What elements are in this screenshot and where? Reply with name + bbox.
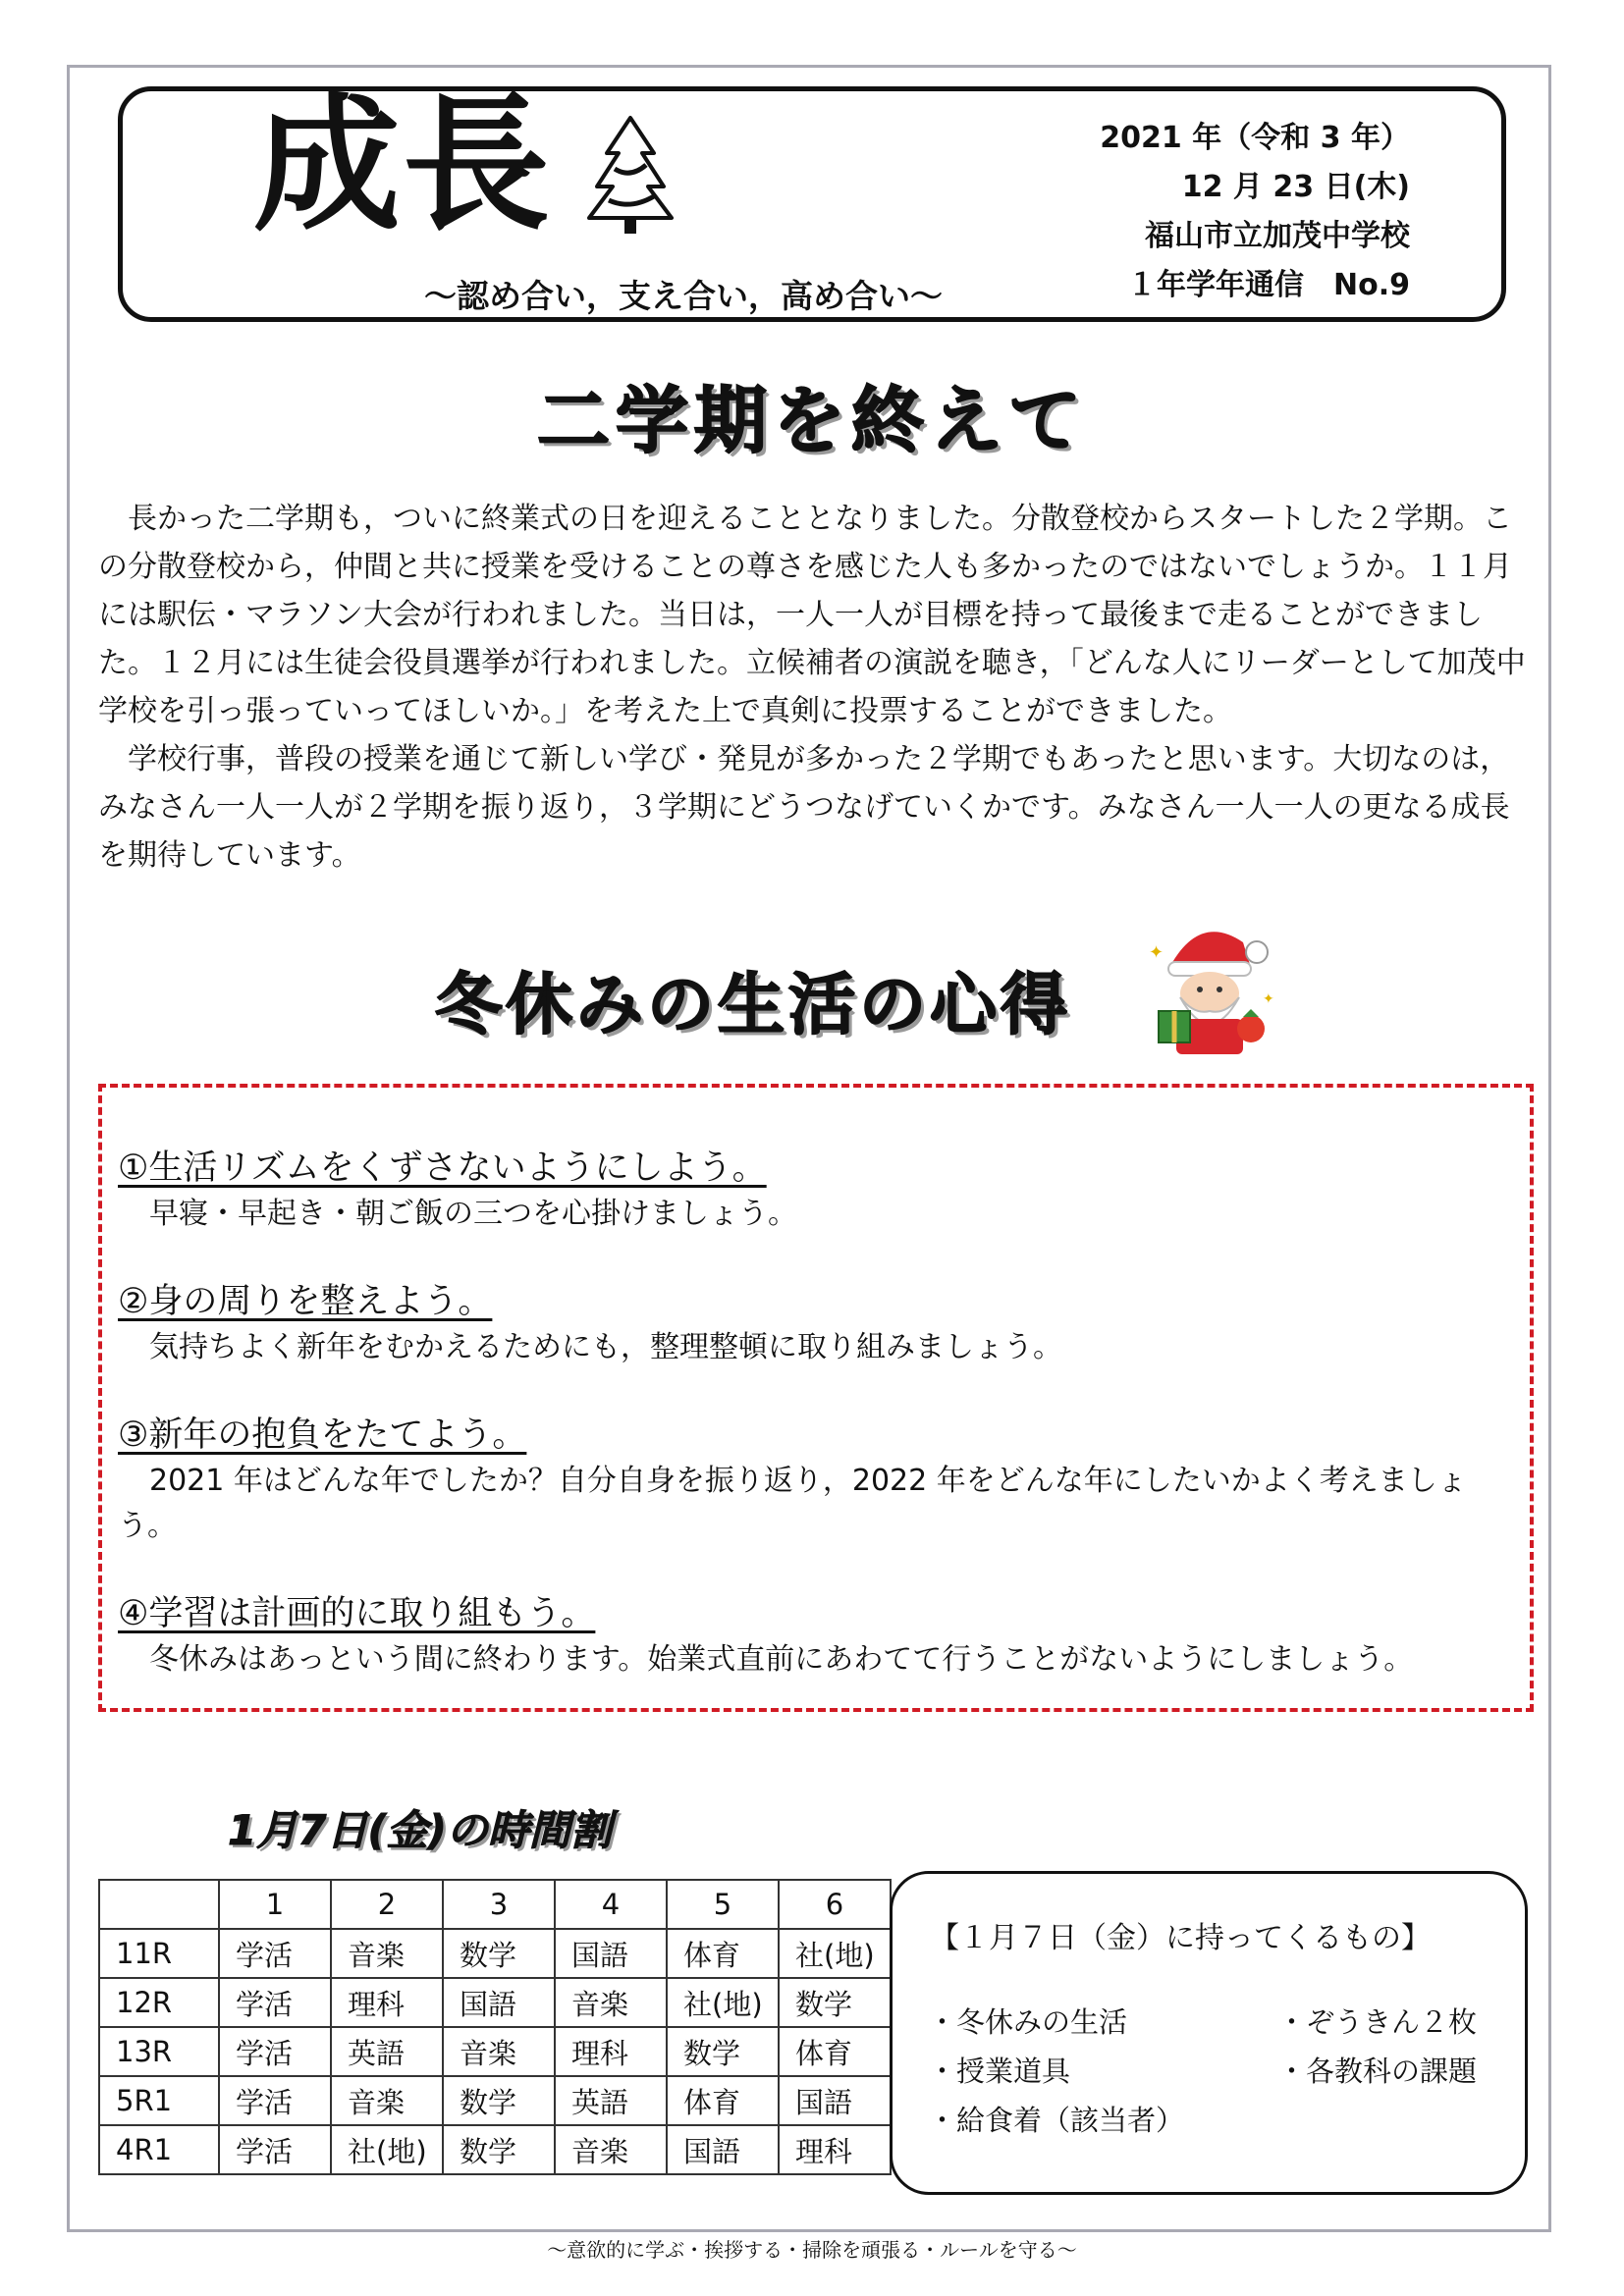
subject-cell: 国語 <box>555 1929 667 1978</box>
subject-cell: 学活 <box>219 1929 331 1978</box>
list-item: ・ ぞうきん２枚 <box>1277 1998 1477 2047</box>
subject-cell: 数学 <box>779 1978 891 2027</box>
section-title-winter-rules: 冬休みの生活の心得 <box>434 967 1071 1044</box>
subject-cell: 音楽 <box>443 2027 555 2076</box>
table-row <box>99 1929 891 1978</box>
list-item: ・ 給食着（該当者） <box>928 2096 1184 2145</box>
tip-heading: ②身の周りを整えよう。 <box>118 1282 493 1321</box>
tip-body: 2021 年はどんな年でしたか？自分自身を振り返り，2022 年をどんな年にしたいかよく考えましょう。 <box>118 1464 1467 1543</box>
tip-item <box>118 1141 1512 1237</box>
subject-cell: 社(地) <box>667 1978 779 2027</box>
class-cell: 4R1 <box>99 2125 219 2174</box>
subject-cell: 体育 <box>779 2027 891 2076</box>
items-to-bring-title: 【１月７日（金）に持ってくるもの】 <box>930 1921 1431 1955</box>
subject-cell: 学活 <box>219 2125 331 2174</box>
tip-item <box>118 1274 1512 1370</box>
newsletter-title: 成長 <box>253 80 553 251</box>
table-row <box>99 2076 891 2125</box>
header-cell: 4 <box>555 1880 667 1929</box>
subject-cell: 数学 <box>443 2076 555 2125</box>
newsletter-number: １年学年通信 No.9 <box>1127 268 1410 302</box>
subject-cell: 数学 <box>667 2027 779 2076</box>
header-cell: 6 <box>779 1880 891 1929</box>
table-row <box>99 2027 891 2076</box>
header-info <box>1100 114 1410 310</box>
list-item: ・ 冬休みの生活 <box>928 1998 1184 2047</box>
class-cell: 5R1 <box>99 2076 219 2125</box>
table-row <box>99 1978 891 2027</box>
header-cell: 1 <box>219 1880 331 1929</box>
list-item: ・ 各教科の課題 <box>1277 2047 1477 2096</box>
tip-item <box>118 1586 1512 1682</box>
subject-cell: 理科 <box>779 2125 891 2174</box>
table-row <box>99 2125 891 2174</box>
subject-cell: 体育 <box>667 2076 779 2125</box>
section-title-term-end: 二学期を終えて <box>537 379 1087 463</box>
footer-motto: ～意欲的に学ぶ・挨拶する・掃除を頑張る・ルールを守る～ <box>547 2238 1077 2262</box>
tip-body: 気持ちよく新年をむかえるためにも，整理整頓に取り組みましょう。 <box>149 1330 1062 1364</box>
timetable-title: 1月7日(金)の時間割 <box>228 1806 612 1854</box>
timetable-header-row <box>99 1880 891 1929</box>
class-cell: 13R <box>99 2027 219 2076</box>
tip-item <box>118 1408 1512 1549</box>
subject-cell: 理科 <box>331 1978 443 2027</box>
header-cell: 2 <box>331 1880 443 1929</box>
items-to-bring-box <box>890 1871 1528 2195</box>
subject-cell: 音楽 <box>331 1929 443 1978</box>
items-list-right <box>1277 1998 1477 2096</box>
tip-body: 冬休みはあっという間に終わります。始業式直前にあわてて行うことがないようにしましょう。 <box>149 1642 1414 1677</box>
intro-text <box>98 495 1534 880</box>
subject-cell: 国語 <box>779 2076 891 2125</box>
school-name: 福山市立加茂中学校 <box>1145 219 1410 253</box>
subject-cell: 国語 <box>443 1978 555 2027</box>
santa-icon <box>1141 913 1278 1060</box>
slogan: ～認め合い，支え合い，高め合い～ <box>424 277 943 315</box>
timetable <box>98 1879 892 2175</box>
subject-cell: 音楽 <box>331 2076 443 2125</box>
subject-cell: 音楽 <box>555 2125 667 2174</box>
subject-cell: 数学 <box>443 2125 555 2174</box>
class-cell: 12R <box>99 1978 219 2027</box>
tip-body: 早寝・早起き・朝ご飯の三つを心掛けましょう。 <box>149 1197 797 1231</box>
subject-cell: 学活 <box>219 2027 331 2076</box>
subject-cell: 数学 <box>443 1929 555 1978</box>
subject-cell: 社(地) <box>779 1929 891 1978</box>
date-year: 2021 年（令和 3 年） <box>1100 121 1410 155</box>
svg-text:✦: ✦ <box>1149 942 1164 963</box>
winter-tips-box <box>98 1084 1534 1712</box>
subject-cell: 理科 <box>555 2027 667 2076</box>
subject-cell: 学活 <box>219 1978 331 2027</box>
svg-text:✦: ✦ <box>1263 991 1274 1007</box>
tip-heading: ①生活リズムをくずさないようにしよう。 <box>118 1148 767 1188</box>
date-day: 12 月 23 日(木) <box>1181 170 1410 204</box>
subject-cell: 社(地) <box>331 2125 443 2174</box>
header-cell: 5 <box>667 1880 779 1929</box>
subject-cell: 英語 <box>331 2027 443 2076</box>
list-item: ・ 授業道具 <box>928 2047 1184 2096</box>
items-list-left <box>928 1998 1184 2145</box>
class-cell: 11R <box>99 1929 219 1978</box>
subject-cell: 学活 <box>219 2076 331 2125</box>
header-cell <box>99 1880 219 1929</box>
subject-cell: 英語 <box>555 2076 667 2125</box>
subject-cell: 体育 <box>667 1929 779 1978</box>
tip-heading: ③新年の抱負をたてよう。 <box>118 1415 527 1455</box>
subject-cell: 音楽 <box>555 1978 667 2027</box>
tip-heading: ④学習は計画的に取り組もう。 <box>118 1594 596 1633</box>
subject-cell: 国語 <box>667 2125 779 2174</box>
header-cell: 3 <box>443 1880 555 1929</box>
christmas-tree-icon <box>585 114 676 236</box>
intro-paragraph-1: 長かった二学期も，ついに終業式の日を迎えることとなりました。分散登校からスタートした２学期。この分散登校から，仲間と共に授業を受けることの尊さを感じた人も多かったのではないでしょうか。１１月には駅伝・マラソン大会が行われました。当日は，一人一人が目標を持って最後まで走ることができました。１２月には生徒会役員選挙が行われました。立候補者の演説を聴き，「どんな人にリーダーとして加茂中学校を引っ張っていってほしいか。」を考えた上で真剣に投票することができました。 <box>98 502 1526 728</box>
intro-paragraph-2: 学校行事，普段の授業を通じて新しい学び・発見が多かった２学期でもあったと思います。大切なのは，みなさん一人一人が２学期を振り返り，３学期にどうつなげていくかです。みなさん一人一人の更なる成長を期待しています。 <box>98 742 1510 873</box>
